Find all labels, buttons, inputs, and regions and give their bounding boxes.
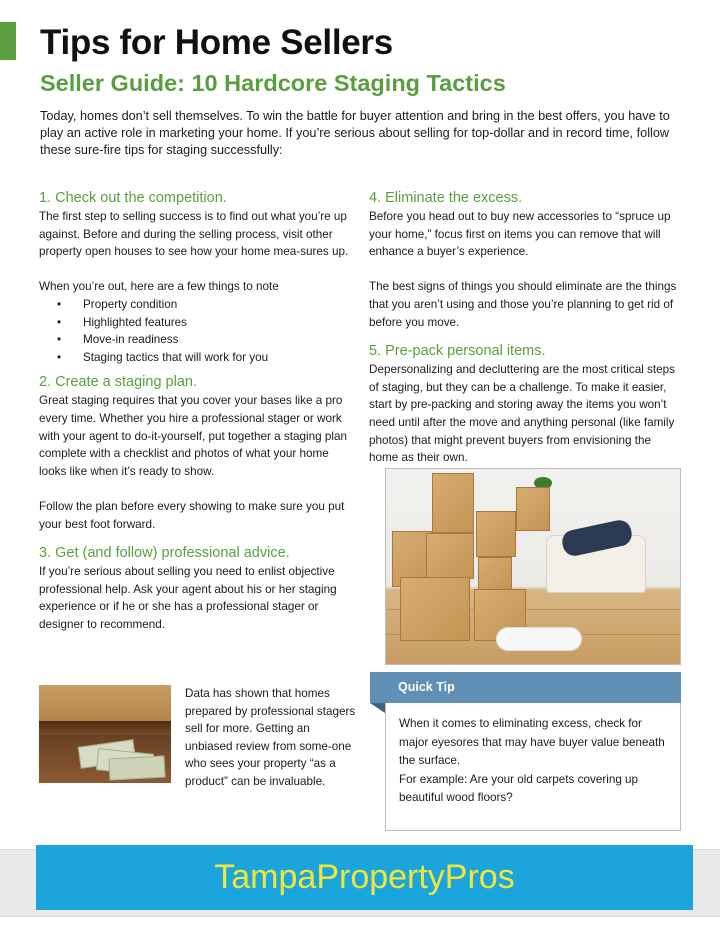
left-column [39, 188, 357, 633]
list-item: • Staging tactics that will work for you [57, 349, 357, 367]
section-heading: 1. Check out the competition. [39, 190, 227, 206]
list-item: • Move-in readiness [57, 331, 357, 349]
quick-tip-paragraph: When it comes to eliminating excess, check for major eyesores that may have buyer value beneath the surface. [399, 717, 665, 767]
quick-tip-body [399, 715, 674, 808]
page-subtitle: Seller Guide: 10 Hardcore Staging Tactics [40, 70, 506, 96]
section-heading: 5. Pre-pack personal items. [369, 343, 546, 360]
page-title: Tips for Home Sellers [40, 23, 393, 62]
brand-name: TampaPropertyPros [214, 858, 515, 896]
footer-banner [36, 845, 693, 910]
section-heading: 4. Eliminate the excess. [369, 190, 523, 206]
section-paragraph: The first step to selling success is to find out what you’re up against. Before and during the selling process, visit other property open houses to see how your home mea-sures up. [39, 210, 349, 259]
section-staging-plan [39, 372, 357, 533]
quick-tip-paragraph: For example: Are your old carpets covering up beautiful wood floors? [399, 772, 639, 804]
section-professional-advice [39, 543, 357, 633]
list-item: • Highlighted features [57, 314, 357, 332]
section-heading: 2. Create a staging plan. [39, 374, 197, 391]
right-column [369, 188, 679, 467]
section-paragraph: Great staging requires that you cover your bases like a pro every time. Whether you hire a professional stager or work with your agent to do-it-yourself, put together a staging plan complete with a checklist and photos of what your home looks like when it’s ready to show. [39, 394, 347, 478]
money-photo [39, 685, 171, 783]
section-heading: 3. Get (and follow) professional advice. [39, 545, 290, 562]
section-check-competition [39, 188, 357, 366]
section-paragraph: If you’re serious about selling you need to enlist objective professional help. Ask your agent about his or her staging experience or if he or she has a professional stager or designer to recommend. [39, 565, 337, 631]
quick-tip-label: Quick Tip [370, 672, 681, 703]
section-paragraph: When you’re out, here are a few things to note [39, 280, 279, 294]
section-eliminate-excess [369, 188, 679, 331]
section-paragraph: Before you head out to buy new accessories to “spruce up your home,” focus first on items you can remove that will enhance a buyer’s experience. [369, 210, 671, 259]
section-paragraph: The best signs of things you should eliminate are the things that you aren’t using and those you’re planning to get rid of before you move. [369, 280, 677, 329]
section-paragraph: Depersonalizing and decluttering are the most critical steps of staging, but they can be a challenge. To make it easier, start by pre-packing and storing away the items you won’t need until after the move and anything personal (like family photos) that might prevent buyers from envisioning the home as their own. [369, 363, 675, 465]
moving-boxes-photo [385, 468, 681, 665]
quick-tip-ribbon-fold [370, 703, 385, 713]
section-paragraph: Follow the plan before every showing to make sure you put your best foot forward. [39, 499, 345, 531]
checklist [39, 296, 357, 366]
professional-staging-note: Data has shown that homes prepared by professional stagers sell for more. Getting an unbiased review from some-one who sees your property “as a product” can be invaluable. [185, 687, 356, 788]
header-accent-bar [0, 22, 16, 60]
list-item: • Property condition [57, 296, 357, 314]
intro-paragraph: Today, homes don’t sell themselves. To win the battle for buyer attention and bring in the best offers, you have to play an active role in marketing your home. If you’re serious about selling for top-dollar and in record time, follow these sure-fire tips for staging successfully: [40, 109, 670, 157]
section-prepack [369, 341, 679, 467]
